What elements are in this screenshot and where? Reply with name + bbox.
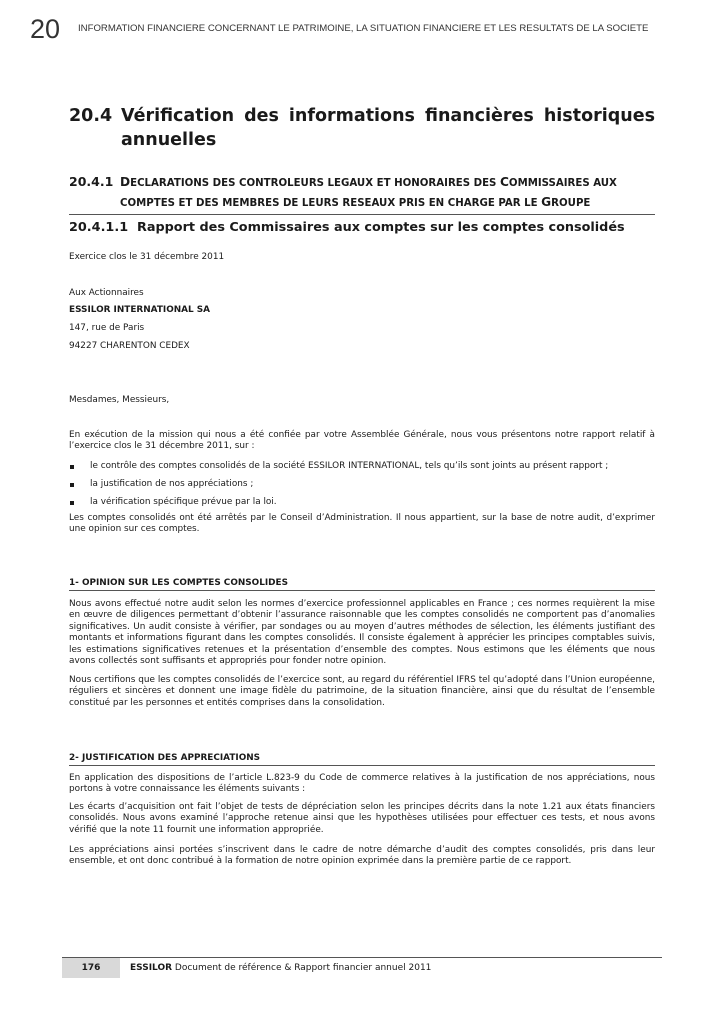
heading-20-4-1-1 bbox=[69, 220, 625, 235]
heading-20-4-1-1-title: Rapport des Commissaires aux comptes sur les comptes consolidés bbox=[137, 220, 625, 235]
page-number: 176 bbox=[81, 963, 101, 973]
heading-20-4 bbox=[69, 104, 655, 152]
footer-title bbox=[130, 963, 431, 973]
heading-20-4-1-line1-cap2: C bbox=[499, 175, 509, 189]
footer-brand: ESSILOR bbox=[130, 963, 173, 973]
list-item-text: le contrôle des comptes consolidés de la société ESSILOR INTERNATIONAL, tels qu’ils sont joints au présent rapport ; bbox=[90, 461, 609, 471]
heading-20-4-1-line1-rest2: OMMISSAIRES AUX bbox=[508, 178, 617, 189]
address-line1: Aux Actionnaires bbox=[69, 288, 144, 298]
section-2-paragraph-3: Les appréciations ainsi portées s’inscrivent dans le cadre de notre démarche d’audit des comptes consolidés, pris dans leur ensemble, et ont donc contribué à la formation de notre opinion exprimée dans la première partie de ce rapport. bbox=[69, 845, 655, 867]
exercice-date: Exercice clos le 31 décembre 2011 bbox=[69, 252, 225, 262]
heading-20-4-line2: annuelles bbox=[121, 130, 217, 150]
heading-20-4-1-line2-rest1: COMPTES ET DES MEMBRES DE LEURS RESEAUX PRIS EN CHARGE PAR LE bbox=[120, 198, 542, 209]
section-2-paragraph-2: Les écarts d’acquisition ont fait l’objet de tests de dépréciation selon les principes décrits dans la note 1.21 aux états financiers consolidés. Nous avons examiné l’approche retenue ainsi que les hypothèses utilisées pour effectuer ces tests, et nous avons vérifié que la note 11 fournit une information appropriée. bbox=[69, 802, 655, 835]
section-2-paragraph-1: En application des dispositions de l’article L.823-9 du Code de commerce relatives à la justification de nos appréciations, nous portons à votre connaissance les éléments suivants : bbox=[69, 773, 655, 795]
list-item-text: la vérification spécifique prévue par la loi. bbox=[90, 497, 277, 507]
section-1-title: 1- OPINION SUR LES COMPTES CONSOLIDES bbox=[69, 577, 655, 591]
heading-20-4-1-1-number: 20.4.1.1 bbox=[69, 220, 129, 235]
heading-20-4-1-line2-cap: G bbox=[541, 195, 552, 209]
address-street: 147, rue de Paris bbox=[69, 323, 145, 333]
intro-paragraph: En exécution de la mission qui nous a été confiée par votre Assemblée Générale, nous vous présentons notre rapport relatif à l’exercice clos le 31 décembre 2011, sur : bbox=[69, 430, 655, 452]
bullet-square-icon bbox=[70, 483, 74, 487]
heading-20-4-1-line1-cap1: D bbox=[120, 175, 131, 189]
chapter-title: INFORMATION FINANCIERE CONCERNANT LE PATRIMOINE, LA SITUATION FINANCIERE ET LES RESULTATS DE LA SOCIETE bbox=[78, 23, 649, 34]
section-1-paragraph-1: Nous avons effectué notre audit selon les normes d’exercice professionnel applicables en France ; ces normes requièrent la mise en œuvre de diligences permettant d’obtenir l’assurance raisonnable que les comptes consolidés ne comportent pas d’anomalies significatives. Un audit consiste à vérifier, par sondages ou au moyen d’autres méthodes de sélection, les éléments justifiant des montants et informations figurant dans les comptes consolidés. Il consiste également à apprécier les principes comptables suivis, les estimations significatives retenues et la présentation d’ensemble des comptes. Nous estimons que les éléments que nous avons collectés sont suffisants et appropriés pour fonder notre opinion. bbox=[69, 599, 655, 667]
section-1-paragraph-2: Nous certifions que les comptes consolidés de l’exercice sont, au regard du référentiel IFRS tel qu’adopté dans l’Union européenne, réguliers et sincères et donnent une image fidèle du patrimoine, de la situation financière, ainsi que du résultat de l’ensemble constitué par les personnes et entités comprises dans la consolidation. bbox=[69, 675, 655, 708]
section-2-title: 2- JUSTIFICATION DES APPRECIATIONS bbox=[69, 752, 655, 766]
mission-list bbox=[69, 461, 655, 515]
chapter-number: 20 bbox=[30, 14, 61, 44]
heading-20-4-line1: Vérification des informations financières historiques bbox=[121, 106, 655, 126]
bullet-square-icon bbox=[70, 501, 74, 505]
address-city: 94227 CHARENTON CEDEX bbox=[69, 341, 190, 351]
heading-20-4-1-number: 20.4.1 bbox=[69, 174, 114, 189]
salutation: Mesdames, Messieurs, bbox=[69, 395, 170, 405]
bullet-square-icon bbox=[70, 465, 74, 469]
closing-paragraph: Les comptes consolidés ont été arrêtés par le Conseil d’Administration. Il nous appartient, sur la base de notre audit, d’exprimer une opinion sur ces comptes. bbox=[69, 513, 655, 535]
list-item bbox=[69, 479, 655, 497]
address-company: ESSILOR INTERNATIONAL SA bbox=[69, 305, 211, 315]
heading-20-4-1-line2-rest2: ROUPE bbox=[551, 198, 591, 209]
list-item bbox=[69, 461, 655, 479]
heading-20-4-1-line2 bbox=[120, 193, 655, 213]
footer-rule bbox=[62, 957, 662, 958]
list-item-text: la justification de nos appréciations ; bbox=[90, 479, 254, 489]
footer-doc-title: Document de référence & Rapport financier annuel 2011 bbox=[172, 963, 432, 973]
heading-20-4-1 bbox=[69, 173, 655, 215]
heading-20-4-number: 20.4 bbox=[69, 106, 113, 126]
heading-20-4-1-line1-rest1: ECLARATIONS DES CONTROLEURS LEGAUX ET HONORAIRES DES bbox=[130, 178, 500, 189]
heading-20-4-1-line1 bbox=[120, 173, 655, 193]
